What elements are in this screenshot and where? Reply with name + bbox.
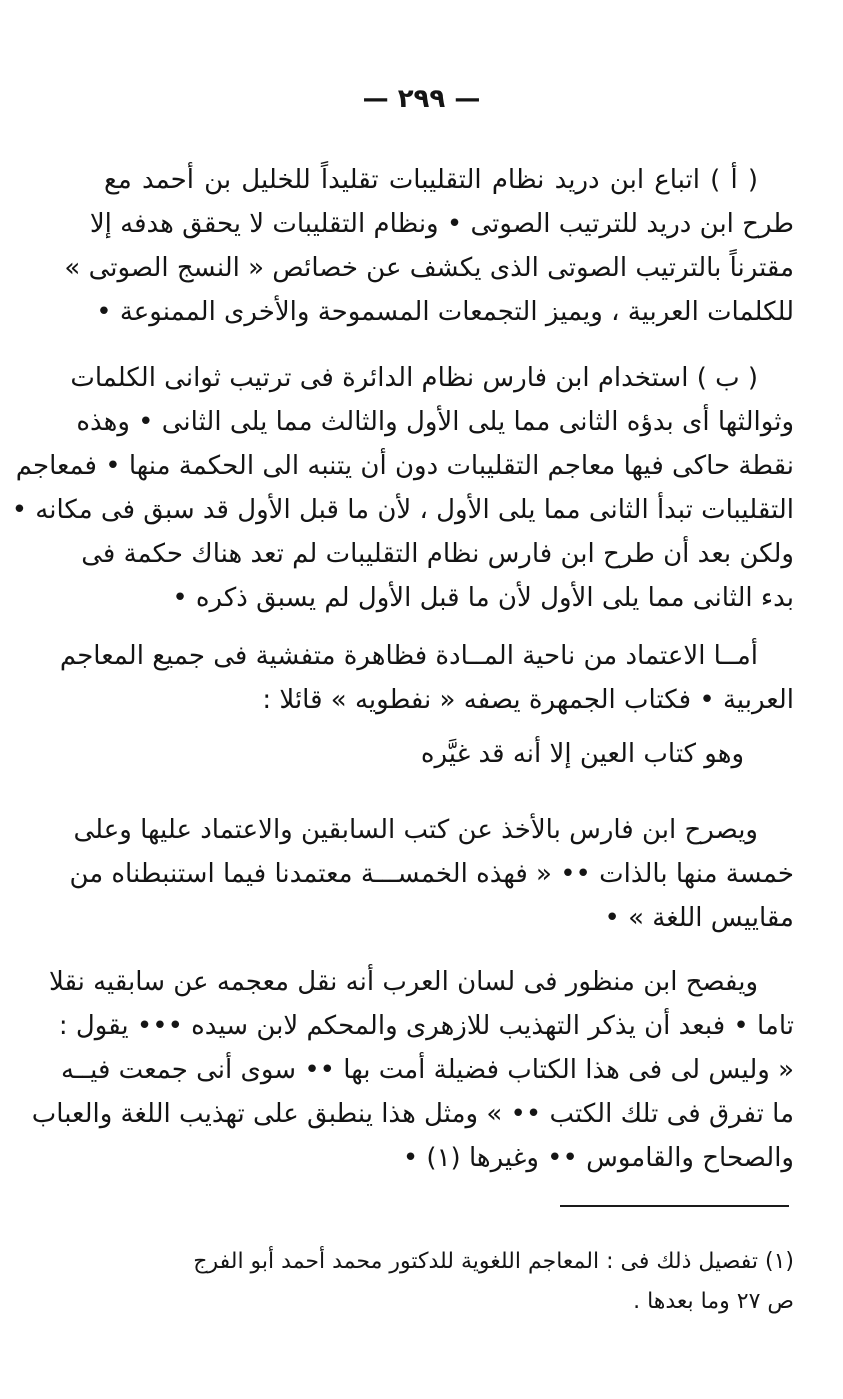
paragraph-line: خمسة منها بالذات •• « فهذه الخمســـة معتمدنا فيما استنبطناه من	[69, 859, 794, 889]
paragraph-line: والصحاح والقاموس •• وغيرها (١) •	[402, 1143, 794, 1173]
paragraph-line: بدء الثانى مما يلى الأول لأن ما قبل الأول لم يسبق ذكره •	[172, 583, 794, 613]
paragraph-line: طرح ابن دريد للترتيب الصوتى • ونظام التقليبات لا يحقق هدفه إلا	[89, 209, 794, 239]
footnote-line: ص ٢٧ وما بعدها .	[633, 1289, 794, 1314]
paragraph-e	[31, 960, 794, 1180]
paragraph-line: التقليبات تبدأ الثانى مما يلى الأول ، لأن ما قبل الأول قد سبق فى مكانه •	[11, 495, 794, 525]
paragraph-line: « وليس لى فى هذا الكتاب فضيلة أمت بها •• سوى أنى جمعت فيــه	[60, 1055, 794, 1085]
paragraph-line: ويفصح ابن منظور فى لسان العرب أنه نقل معجمه عن سابقيه نقلا	[48, 967, 758, 997]
paragraph-line: ( ب ) استخدام ابن فارس نظام الدائرة فى ترتيب ثوانى الكلمات	[70, 363, 758, 393]
paragraph-line: ( أ ) اتباع ابن دريد نظام التقليبات تقليداً للخليل بن أحمد مع	[104, 165, 758, 195]
paragraph-line: مقترناً بالترتيب الصوتى الذى يكشف عن خصائص « النسج الصوتى »	[64, 253, 794, 283]
paragraph-line: تاما • فبعد أن يذكر التهذيب للازهرى والمحكم لابن سيده ••• يقول :	[58, 1011, 794, 1041]
footnote	[104, 1242, 794, 1322]
paragraph-line: وثوالثها أى بدؤه الثانى مما يلى الأول والثالث مما يلى الثانى • وهذه	[76, 407, 794, 437]
paragraph-line: ما تفرق فى تلك الكتب •• » ومثل هذا ينطبق على تهذيب اللغة والعباب	[31, 1099, 794, 1129]
paragraph-a	[64, 158, 794, 334]
paragraph-b	[11, 356, 794, 620]
paragraph-line: أمــا الاعتماد من ناحية المــادة فظاهرة متفشية فى جميع المعاجم	[59, 641, 758, 671]
paragraph-line: للكلمات العربية ، ويميز التجمعات المسموحة والأخرى الممنوعة •	[96, 297, 794, 327]
footnote-line: (١) تفصيل ذلك فى : المعاجم اللغوية للدكتور محمد أحمد أبو الفرج	[193, 1249, 794, 1274]
paragraph-line: العربية • فكتاب الجمهرة يصفه « نفطويه » قائلا :	[262, 685, 794, 715]
paragraph-d	[69, 808, 794, 940]
page-number: — ٢٩٩ —	[362, 84, 481, 114]
footnote-divider	[560, 1205, 789, 1207]
quote-line: وهو كتاب العين إلا أنه قد غيَّره	[420, 739, 744, 769]
paragraph-line: نقطة حاكى فيها معاجم التقليبات دون أن يتنبه الى الحكمة منها • فمعاجم	[15, 451, 794, 481]
paragraph-line: ويصرح ابن فارس بالأخذ عن كتب السابقين والاعتماد عليها وعلى	[73, 815, 758, 845]
paragraph-line: ولكن بعد أن طرح ابن فارس نظام التقليبات لم تعد هناك حكمة فى	[81, 539, 794, 569]
paragraph-line: مقاييس اللغة » •	[604, 903, 794, 933]
paragraph-c	[59, 634, 794, 722]
